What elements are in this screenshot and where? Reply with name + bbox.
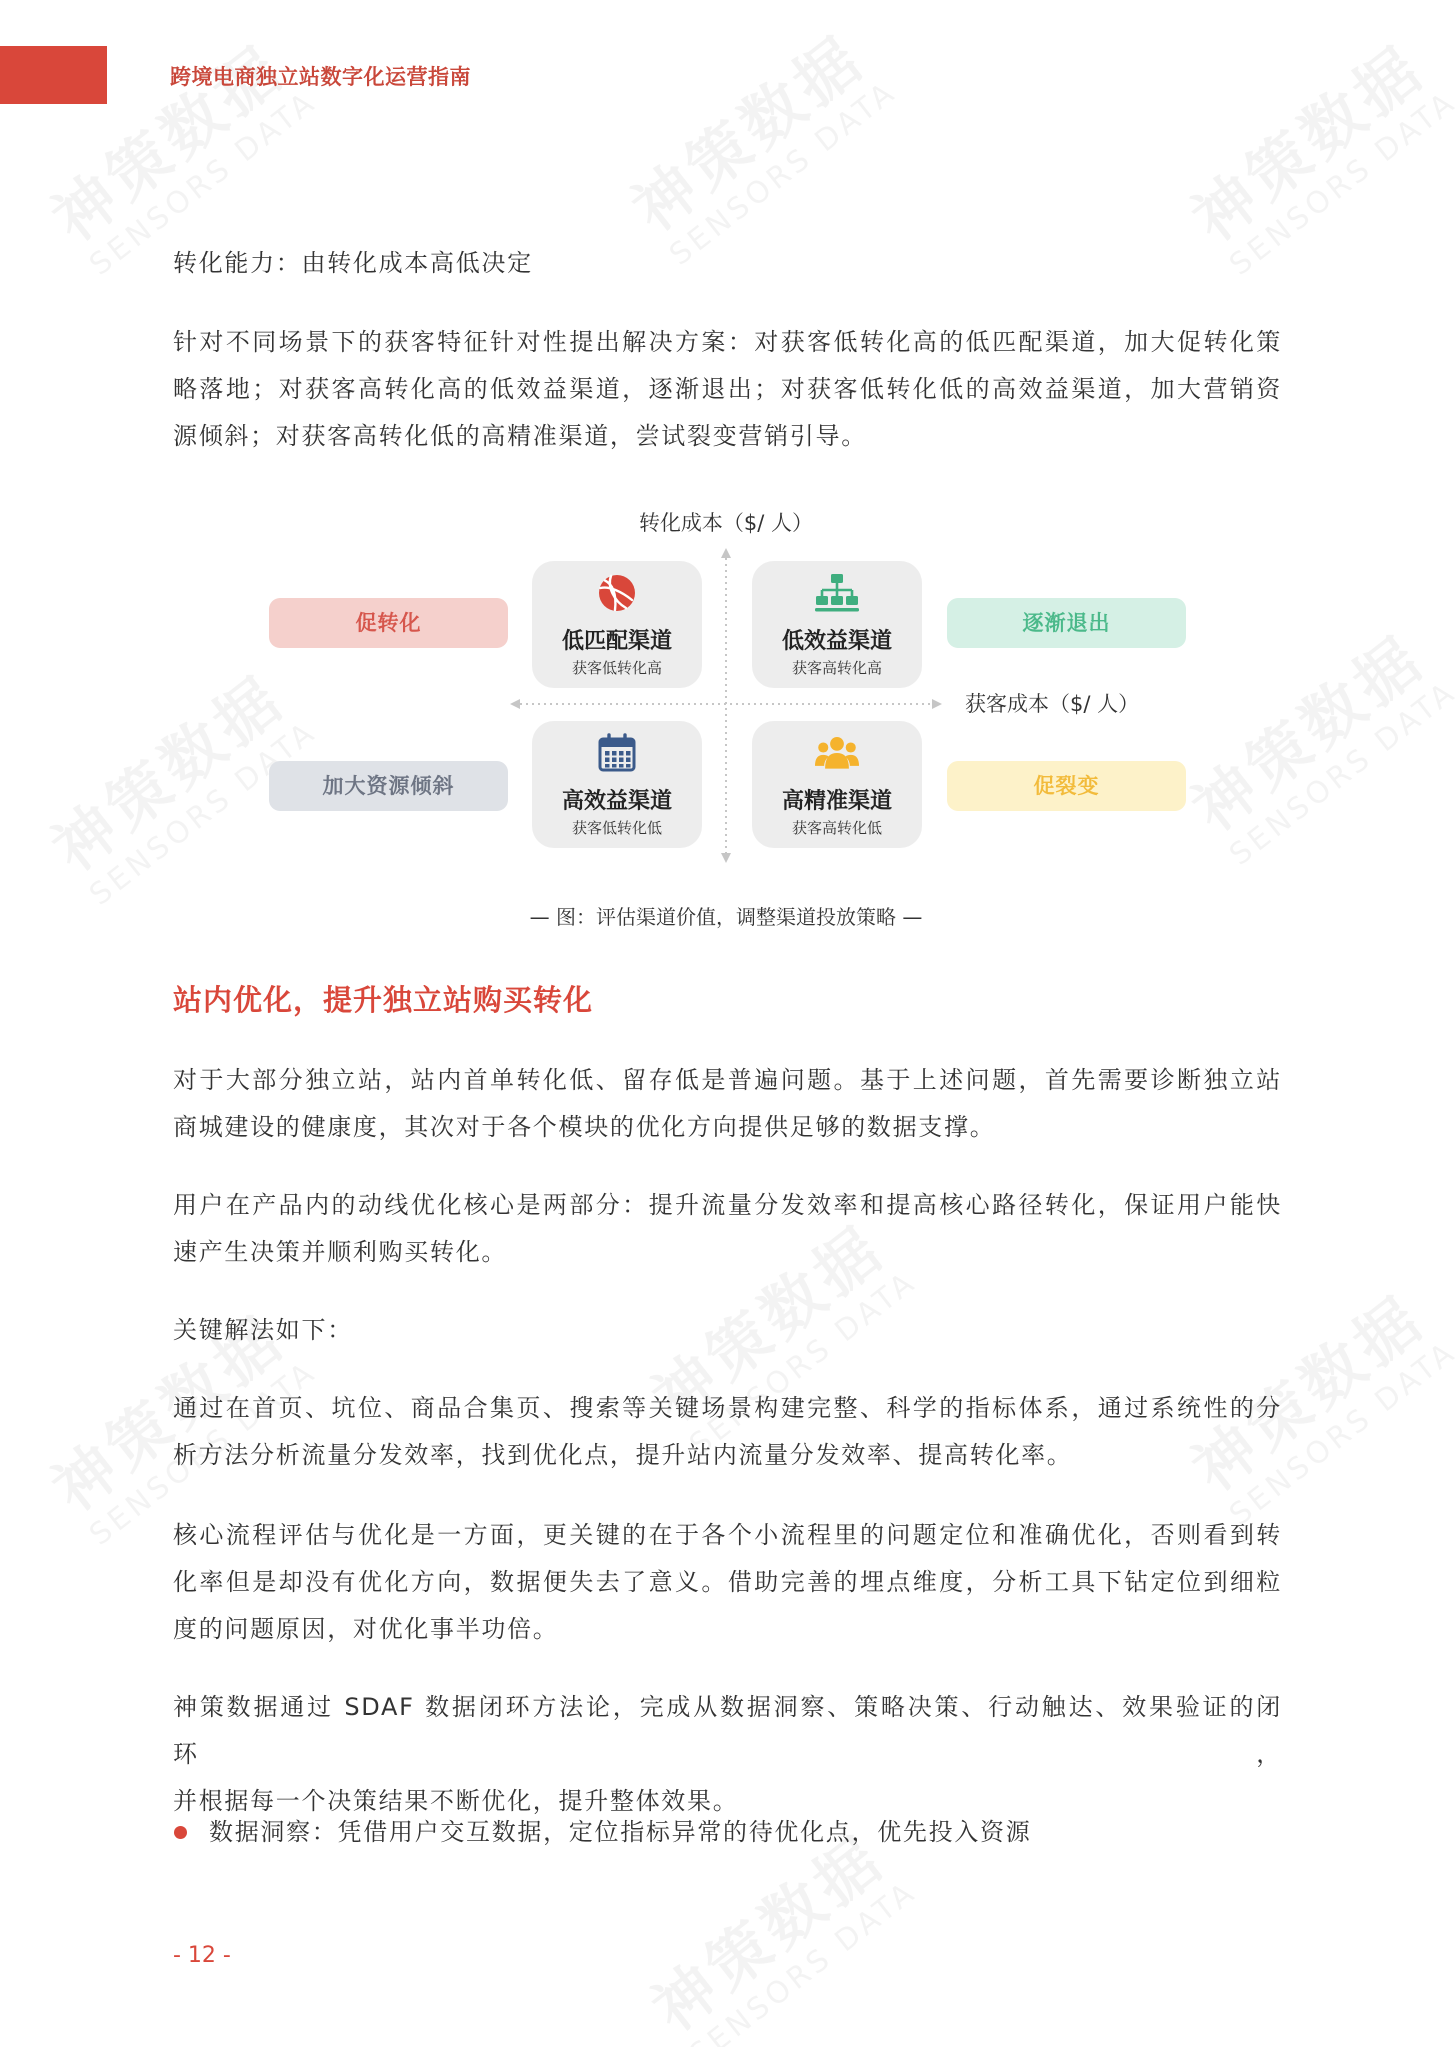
body-text-line: 速产生决策并顺利购买转化。 [173, 1238, 508, 1266]
people-group-icon [815, 733, 859, 773]
body-text-line: 针对不同场景下的获客特征针对性提出解决方案：对获客低转化高的低匹配渠道，加大促转化策 [173, 328, 1282, 356]
watermark-cn [1180, 29, 1442, 255]
watermark-cn [620, 19, 882, 245]
body-text-line: 略落地；对获客高转化高的低效益渠道，逐渐退出；对获客低转化低的高效益渠道，加大营销资 [173, 375, 1282, 403]
watermark-en [683, 1874, 924, 2047]
strategy-pill-promote-conversion: 促转化 [269, 598, 508, 648]
quadrant-low-benefit-channel [752, 561, 922, 688]
arrow-down-icon [721, 853, 731, 863]
bullet-item [209, 1809, 1282, 1856]
paragraph [173, 1307, 1282, 1354]
paragraph [173, 1684, 1282, 1825]
quadrant-high-benefit-channel [532, 721, 702, 848]
figure-caption: — 图：评估渠道价值，调整渠道投放策略 — [529, 905, 923, 929]
watermark-cn [40, 659, 302, 885]
arrow-left-icon [510, 699, 520, 709]
quadrant-title: 高精准渠道 [781, 789, 892, 814]
header-accent-block [0, 46, 107, 104]
paragraph [173, 319, 1282, 460]
body-text-line: 神策数据通过 SDAF 数据闭环方法论，完成从数据洞察、策略决策、行动触达、效果验证的闭环， [173, 1693, 1282, 1768]
bullet-dot-icon [174, 1826, 187, 1839]
strategy-pill-gradual-exit: 逐渐退出 [947, 598, 1186, 648]
quadrant-high-precision-channel [752, 721, 922, 848]
quadrant-subtitle: 获客低转化高 [571, 659, 662, 677]
arrow-up-icon [721, 548, 731, 558]
body-text-line: 通过在首页、坑位、商品合集页、搜索等关键场景构建完整、科学的指标体系，通过系统性的分 [173, 1394, 1282, 1422]
body-text-line: 转化能力：由转化成本高低决定 [173, 249, 533, 277]
quadrant-title: 低匹配渠道 [561, 629, 672, 654]
quadrant-subtitle: 获客低转化低 [571, 819, 662, 837]
strategy-pill-increase-resources: 加大资源倾斜 [269, 761, 508, 811]
arrow-right-icon [932, 699, 942, 709]
paragraph [173, 1057, 1282, 1151]
paragraph [173, 1182, 1282, 1276]
calendar-icon [595, 733, 639, 773]
quadrant-subtitle: 获客高转化低 [791, 819, 882, 837]
y-axis-label: 转化成本（$/ 人） [638, 511, 814, 535]
watermark-cn [1180, 619, 1442, 845]
body-text-line: 商城建设的健康度，其次对于各个模块的优化方向提供足够的数据支撑。 [173, 1113, 996, 1141]
header-title: 跨境电商独立站数字化运营指南 [170, 65, 471, 89]
quadrant-low-match-channel [532, 561, 702, 688]
section-heading: 站内优化，提升独立站购买转化 [173, 983, 594, 1017]
page-number: - 12 - [173, 1943, 231, 1968]
paragraph [173, 1512, 1282, 1653]
paragraph [173, 1385, 1282, 1479]
quadrant-title: 高效益渠道 [561, 789, 672, 814]
quadrant-title: 低效益渠道 [781, 629, 892, 654]
org-chart-icon [815, 573, 859, 613]
body-text-line: 源倾斜；对获客高转化低的高精准渠道，尝试裂变营销引导。 [173, 422, 867, 450]
x-axis-label: 获客成本（$/ 人） [965, 692, 1140, 716]
watermark-en [83, 714, 324, 913]
bullet-text: 数据洞察：凭借用户交互数据，定位指标异常的待优化点，优先投入资源 [209, 1818, 1032, 1846]
paragraph [173, 240, 1282, 287]
watermark [620, 19, 904, 274]
body-text-line: 对于大部分独立站，站内首单转化低、留存低是普遍问题。基于上述问题，首先需要诊断独立站 [173, 1066, 1282, 1094]
quadrant-subtitle: 获客高转化高 [791, 659, 882, 677]
body-text-line: 析方法分析流量分发效率，找到优化点，提升站内流量分发效率、提高转化率。 [173, 1441, 1073, 1469]
basketball-icon [595, 573, 639, 613]
watermark [1180, 619, 1456, 874]
body-text-line: 核心流程评估与优化是一方面，更关键的在于各个小流程里的问题定位和准确优化，否则看到转 [173, 1521, 1282, 1549]
body-text-line: 关键解法如下： [173, 1316, 353, 1344]
watermark-en [1223, 674, 1456, 873]
body-text-line: 度的问题原因，对优化事半功倍。 [173, 1615, 559, 1643]
body-text-line: 并根据每一个决策结果不断优化，提升整体效果。 [173, 1787, 739, 1815]
strategy-pill-promote-fission: 促裂变 [947, 761, 1186, 811]
body-text-line: 化率但是却没有优化方向，数据便失去了意义。借助完善的埋点维度，分析工具下钻定位到细粒 [173, 1568, 1282, 1596]
body-text-line: 用户在产品内的动线优化核心是两部分：提升流量分发效率和提高核心路径转化，保证用户能快 [173, 1191, 1282, 1219]
